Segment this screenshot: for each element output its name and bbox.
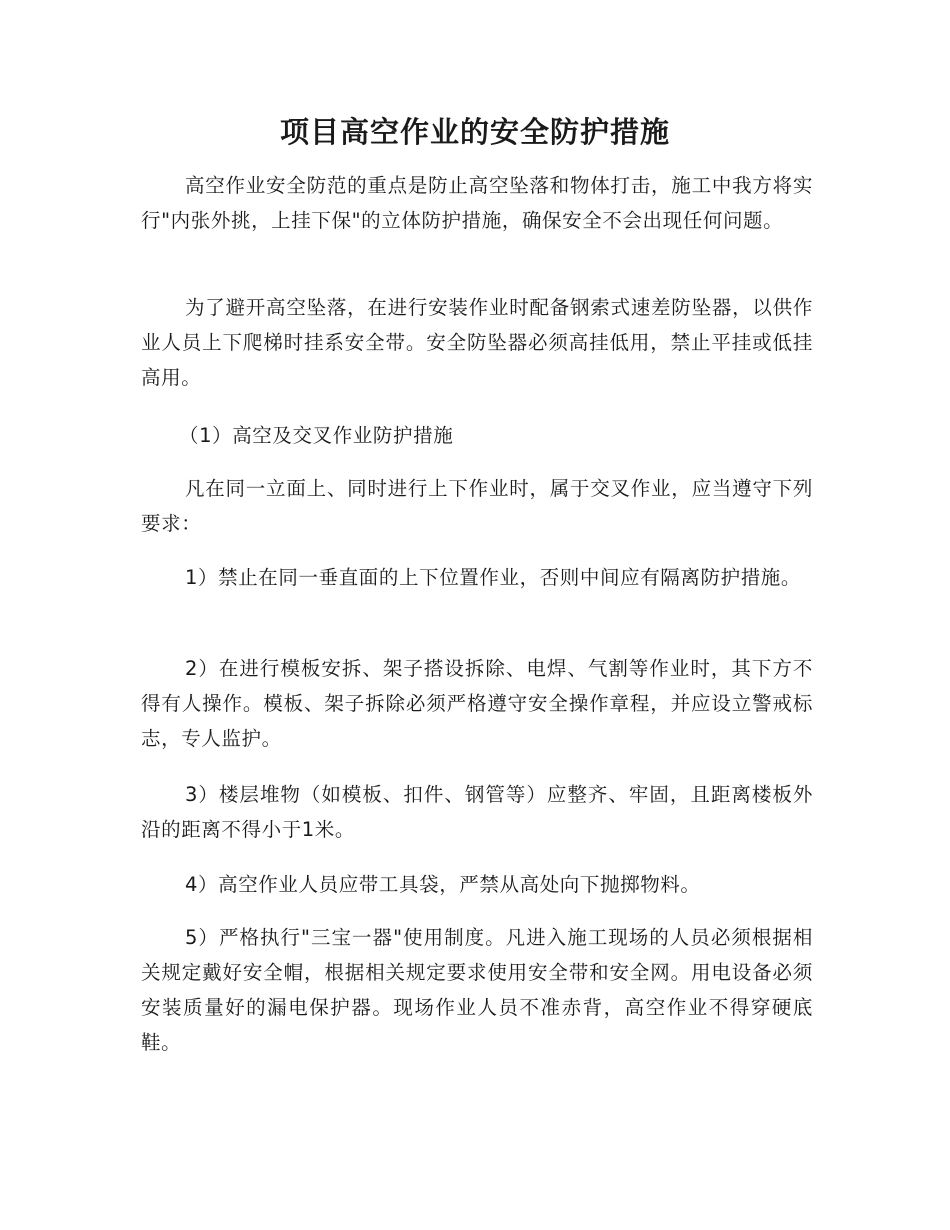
paragraph-intro: 高空作业安全防范的重点是防止高空坠落和物体打击，施工中我方将实行"内张外挑，上挂下保"的立体防护措施，确保安全不会出现任何问题。 <box>141 174 813 232</box>
list-item-4: 4）高空作业人员应带工具袋，严禁从高处向下抛掷物料。 <box>185 873 701 896</box>
paragraph-cross-work: 凡在同一立面上、同时进行上下作业时，属于交叉作业，应当遵守下列要求： <box>141 477 813 535</box>
list-item-2: 2）在进行模板安拆、架子搭设拆除、电焊、气割等作业时，其下方不得有人操作。模板、架子拆除必须严格遵守安全操作章程，并应设立警戒标志，专人监护。 <box>141 657 813 750</box>
list-item-3: 3）楼层堆物（如模板、扣件、钢管等）应整齐、牢固，且距离楼板外沿的距离不得小于1米。 <box>141 783 813 841</box>
list-item-1: 1）禁止在同一垂直面的上下位置作业，否则中间应有隔离防护措施。 <box>185 566 802 589</box>
paragraph-fall-prevention: 为了避开高空坠落，在进行安装作业时配备钢索式速差防坠器，以供作业人员上下爬梯时挂系安全带。安全防坠器必须高挂低用，禁止平挂或低挂高用。 <box>141 296 813 389</box>
document-title: 项目高空作业的安全防护措施 <box>279 115 670 149</box>
list-item-5: 5）严格执行"三宝一器"使用制度。凡进入施工现场的人员必须根据相关规定戴好安全帽，根据相关规定要求使用安全带和安全网。用电设备必须安装质量好的漏电保护器。现场作业人员不准赤背，高空作业不得穿硬底鞋。 <box>141 926 813 1054</box>
section-heading: （1）高空及交叉作业防护措施 <box>179 424 454 447</box>
